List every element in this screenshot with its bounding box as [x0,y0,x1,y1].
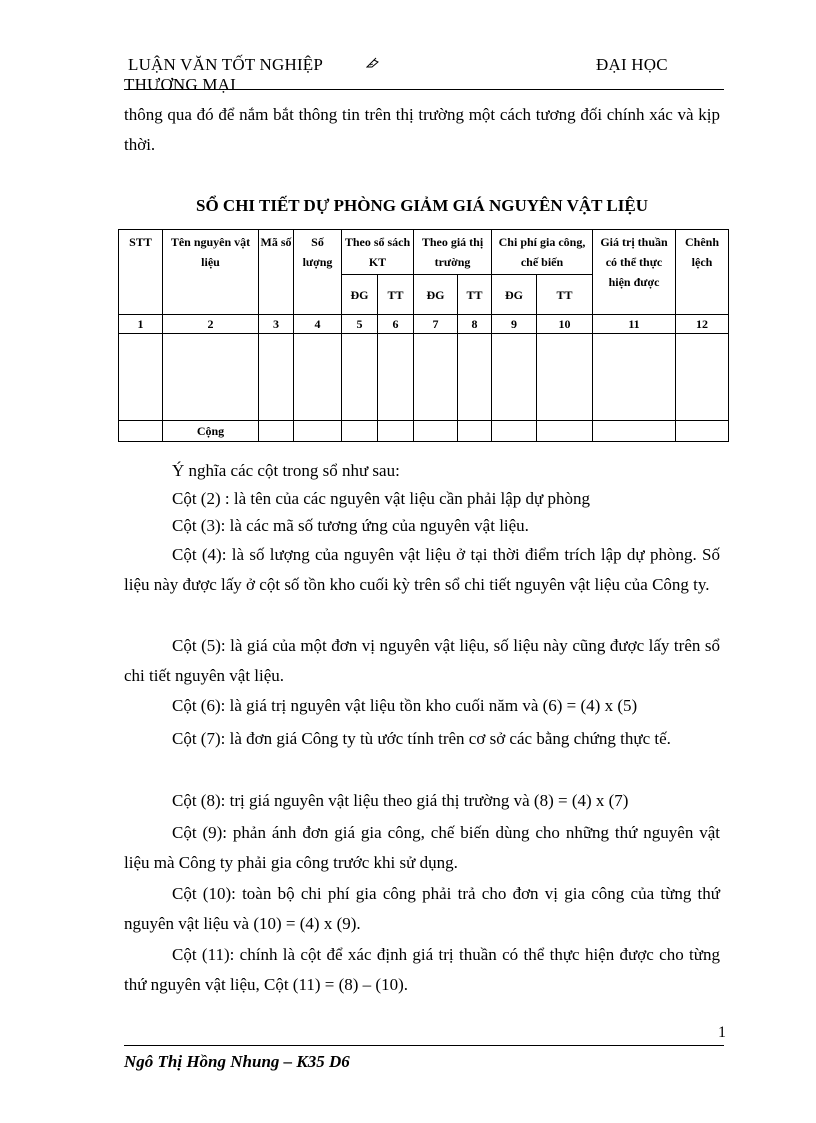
column-number: 5 [342,315,378,334]
footer-author: Ngô Thị Hồng Nhung – K35 D6 [124,1052,350,1071]
pen-nib-icon [366,57,380,69]
header-subtitle: THƯƠNG MẠI [124,75,236,94]
body-paragraph: Cột (4): là số lượng của nguyên vật liệu ở tại thời điểm trích lập dự phòng. Số liệu này được lấy ở cột số tồn kho cuối kỳ trên sổ chi tiết nguyên vật liệu của Công ty. [124,545,720,594]
page-number: 1 [718,1024,726,1041]
column-number: 2 [163,315,259,334]
ledger-table [118,229,729,442]
table-cell [458,334,492,421]
table-cell [294,334,342,421]
table-cell [458,421,492,442]
table-cell [593,421,676,442]
total-label: Cộng [163,421,259,442]
table-cell [378,421,414,442]
col-header-market: Theo giá thị trường [414,230,492,275]
table-cell [342,334,378,421]
sub-header-dg: ĐG [342,275,378,315]
table-cell [259,421,294,442]
table-title: SỔ CHI TIẾT DỰ PHÒNG GIẢM GIÁ NGUYÊN VẬT LIỆU [196,196,648,215]
column-number-row [119,315,729,334]
table-cell [537,421,593,442]
table-cell [342,421,378,442]
table-cell [676,421,729,442]
table-cell [378,334,414,421]
header-right: ĐẠI HỌC [596,55,668,74]
col-header-difference: Chênh lệch [676,230,729,315]
column-number: 6 [378,315,414,334]
table-cell [414,421,458,442]
intro-paragraph: thông qua đó để nắm bắt thông tin trên thị trường một cách tương đối chính xác và kịp thời. [124,105,720,154]
body-paragraph: Cột (7): là đơn giá Công ty tù ước tính trên cơ sở các bằng chứng thực tế. [172,729,671,748]
table-cell [163,334,259,421]
column-number: 10 [537,315,593,334]
col-header-name: Tên nguyên vật liệu [163,230,259,315]
column-number: 12 [676,315,729,334]
footer-rule [124,1045,724,1046]
sub-header-tt: TT [458,275,492,315]
column-number: 8 [458,315,492,334]
body-paragraph: Ý nghĩa các cột trong sổ như sau: [172,461,400,480]
body-paragraph: Cột (10): toàn bộ chi phí gia công phải trả cho đơn vị gia công của từng thứ nguyên vật liệu và (10) = (4) x (9). [124,884,720,933]
sub-header-tt: TT [537,275,593,315]
table-cell [294,421,342,442]
table-cell [119,334,163,421]
body-paragraph: Cột (2) : là tên của các nguyên vật liệu cần phải lập dự phòng [172,489,591,508]
table-cell [593,334,676,421]
table-cell [119,421,163,442]
col-header-book: Theo sổ sách KT [342,230,414,275]
sub-header-dg: ĐG [414,275,458,315]
col-header-code: Mã số [259,230,294,315]
table-cell [259,334,294,421]
body-paragraph: Cột (6): là giá trị nguyên vật liệu tồn kho cuối năm và (6) = (4) x (5) [172,696,638,715]
table-cell [492,421,537,442]
table-cell [414,334,458,421]
column-number: 7 [414,315,458,334]
column-number: 3 [259,315,294,334]
table-cell [492,334,537,421]
body-paragraph: Cột (8): trị giá nguyên vật liệu theo giá thị trường và (8) = (4) x (7) [172,791,629,810]
col-header-stt: STT [119,230,163,315]
total-row [119,421,729,442]
header-rule [124,89,724,90]
body-paragraph: Cột (9): phản ánh đơn giá gia công, chế biến dùng cho những thứ nguyên vật liệu mà Công ty phải gia công trước khi sử dụng. [124,823,720,872]
sub-header-dg: ĐG [492,275,537,315]
sub-header-tt: TT [378,275,414,315]
col-header-net-value: Giá trị thuần có thể thực hiện được [593,230,676,315]
column-number: 11 [593,315,676,334]
column-number: 4 [294,315,342,334]
body-paragraph: Cột (3): là các mã số tương ứng của nguyên vật liệu. [172,516,529,535]
table-row [119,334,729,421]
header-title: LUẬN VĂN TỐT NGHIỆP [128,55,324,74]
col-header-quantity: Số lượng [294,230,342,315]
body-paragraph: Cột (5): là giá của một đơn vị nguyên vật liệu, số liệu này cũng được lấy trên sổ chi tiết nguyên vật liệu. [124,636,720,685]
column-number: 9 [492,315,537,334]
table-cell [676,334,729,421]
body-paragraph: Cột (11): chính là cột để xác định giá trị thuần có thể thực hiện được cho từng thứ nguyên vật liệu, Cột (11) = (8) – (10). [124,945,720,994]
col-header-processing: Chi phí gia công, chế biến [492,230,593,275]
table-cell [537,334,593,421]
column-number: 1 [119,315,163,334]
